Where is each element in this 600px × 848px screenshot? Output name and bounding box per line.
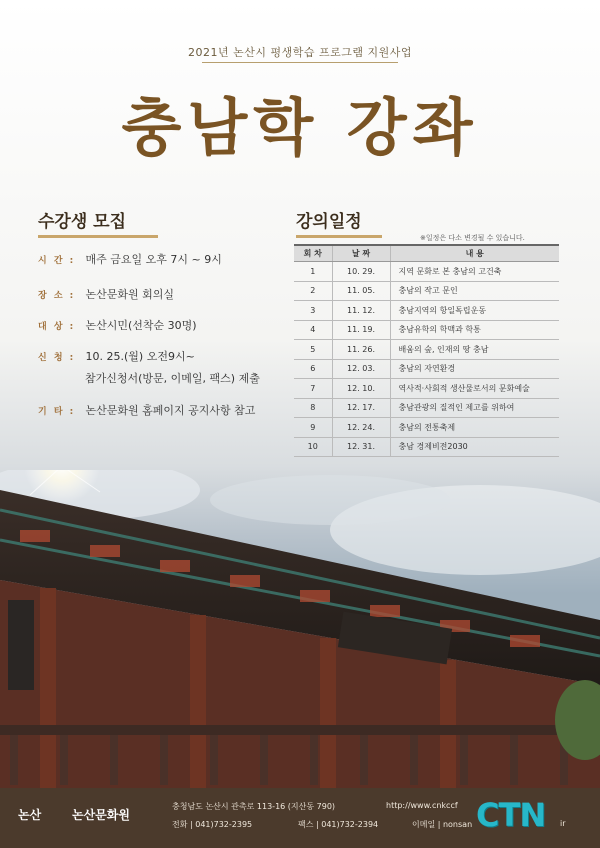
schedule-heading-text: 강의일정 [296,212,362,232]
info-label: 신 청 : [38,353,76,363]
table-row [294,340,559,360]
table-row [294,301,559,321]
info-value: 10. 25.(월) 오전9시~ [85,350,195,363]
schedule-heading [296,207,382,238]
info-row-place [38,286,174,302]
temple-illustration [0,470,600,800]
session-date: 12. 31. [332,437,390,457]
session-topic: 충남의 전통축제 [390,418,559,438]
session-number: 3 [294,301,332,321]
page-title: 충남학 강좌 [121,91,479,164]
table-row [294,320,559,340]
subtitle: 2021년 논산시 평생학습 프로그램 지원사업 [188,46,412,59]
temple-photo [0,470,600,800]
cultural-center-logo: 논산문화원 [72,808,130,822]
info-row-time [38,251,222,267]
session-number: 10 [294,437,332,457]
footer-email-tail: ir [560,819,566,828]
table-row [294,437,559,457]
info-label: 장 소 : [38,291,76,301]
info-value: 논산시민(선착순 30명) [85,319,197,332]
session-topic: 충남유학의 학맥과 학통 [390,320,559,340]
session-date: 11. 05. [332,281,390,301]
recruit-heading [38,207,158,238]
footer-url[interactable]: http://www.cnkccf [386,801,458,810]
subtitle-divider [202,62,398,63]
footer-fax: 팩스 | 041)732-2394 [298,820,379,829]
session-date: 11. 12. [332,301,390,321]
info-row-target [38,317,197,333]
session-number: 7 [294,379,332,399]
session-date: 12. 03. [332,359,390,379]
table-row [294,418,559,438]
info-label: 시 간 : [38,256,76,266]
info-row-apply [38,348,195,364]
info-value: 매주 금요일 오후 7시 ~ 9시 [85,253,222,266]
info-value: 논산문화원 홈페이지 공지사항 참고 [85,404,256,417]
session-date: 10. 29. [332,262,390,282]
info-apply-continued: 참가신청서(방문, 이메일, 팩스) 제출 [85,372,260,385]
table-header-row [294,245,559,262]
session-number: 9 [294,418,332,438]
session-number: 1 [294,262,332,282]
table-row [294,398,559,418]
session-topic: 역사적·사회적 생산물로서의 문화예술 [390,379,559,399]
recruit-heading-underline [38,235,158,238]
schedule-table [294,244,559,457]
footer-email[interactable]: 이메일 | nonsan [412,820,473,829]
column-header: 회 차 [294,245,332,262]
footer-address: 충청남도 논산시 관촉로 113-16 (지산동 790) [172,802,336,811]
session-number: 6 [294,359,332,379]
session-number: 8 [294,398,332,418]
session-number: 2 [294,281,332,301]
session-date: 11. 26. [332,340,390,360]
session-topic: 충남관광의 질적인 제고를 위하여 [390,398,559,418]
table-row [294,379,559,399]
session-topic: 충남의 작고 문인 [390,281,559,301]
footer [0,788,600,848]
recruit-heading-text: 수강생 모집 [38,212,127,232]
info-label: 기 타 : [38,407,76,417]
nonsan-logo: 논산 [18,808,42,822]
session-topic: 충남의 자연환경 [390,359,559,379]
session-topic: 지역 문화로 본 충남의 고건축 [390,262,559,282]
column-header: 날 짜 [332,245,390,262]
ctn-badge: CTN [476,796,546,834]
session-number: 5 [294,340,332,360]
info-row-etc [38,402,255,418]
session-date: 12. 10. [332,379,390,399]
session-date: 11. 19. [332,320,390,340]
info-value: 논산문화원 회의실 [85,288,175,301]
table-row [294,281,559,301]
footer-phone: 전화 | 041)732-2395 [172,820,253,829]
column-header: 내 용 [390,245,559,262]
info-label: 대 상 : [38,322,76,332]
table-row [294,359,559,379]
session-date: 12. 24. [332,418,390,438]
schedule-notice: ※일정은 다소 변경될 수 있습니다. [420,234,525,242]
schedule-heading-underline [296,235,382,238]
session-date: 12. 17. [332,398,390,418]
session-topic: 충남지역의 항일독립운동 [390,301,559,321]
session-topic: 충남 경제비전2030 [390,437,559,457]
session-topic: 배움의 숲, 인재의 땅 충남 [390,340,559,360]
session-number: 4 [294,320,332,340]
table-row [294,262,559,282]
